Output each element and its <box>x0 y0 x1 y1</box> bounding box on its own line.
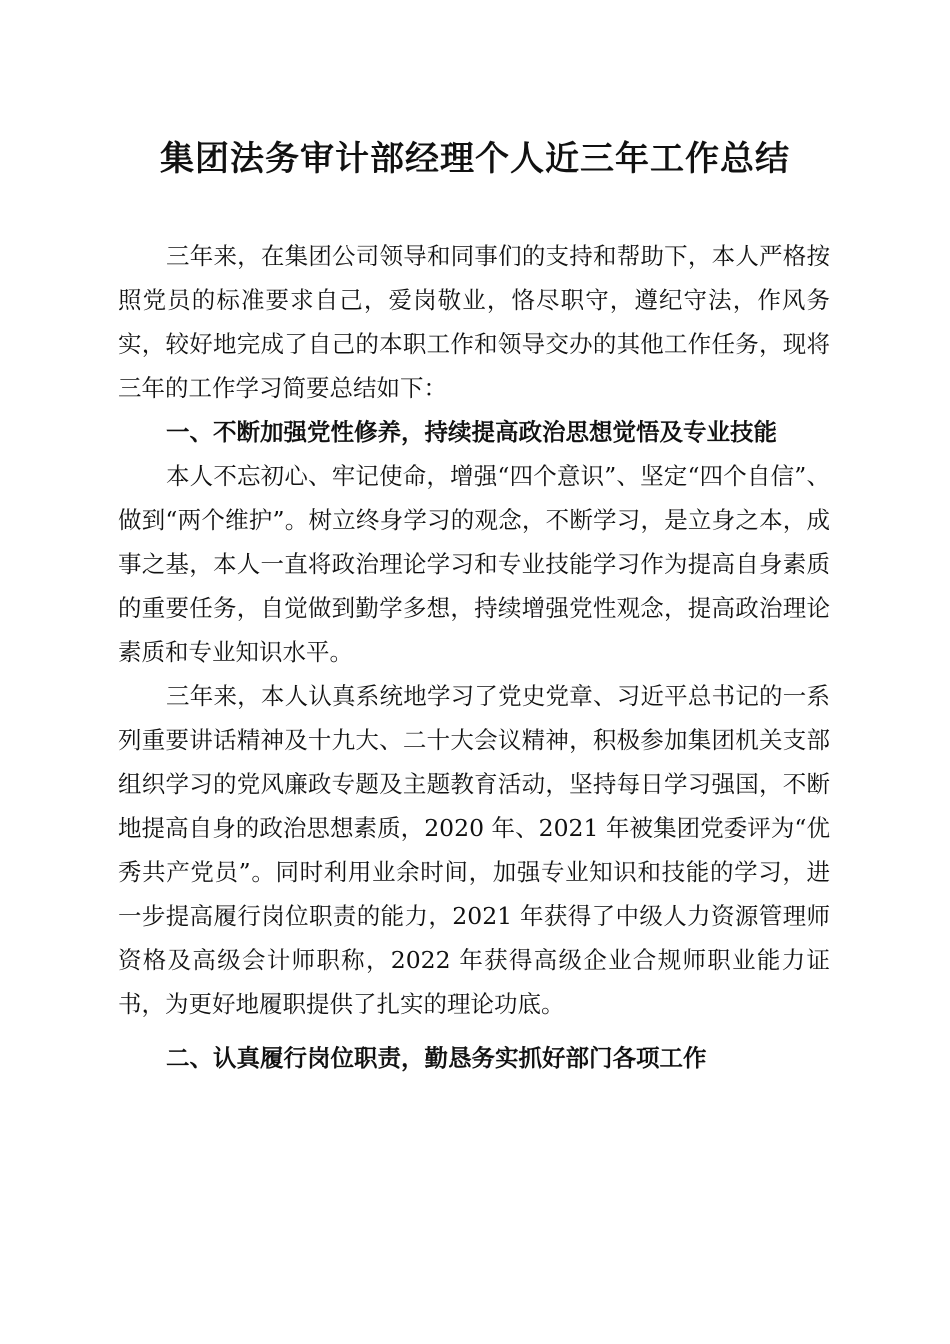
intro-paragraph: 三年来，在集团公司领导和同事们的支持和帮助下，本人严格按照党员的标准要求自己，爱岗敬业，恪尽职守，遵纪守法，作风务实，较好地完成了自己的本职工作和领导交办的其他工作任务，现将三年的工作学习简要总结如下： <box>118 242 830 402</box>
document-body <box>118 234 830 1080</box>
section-1-paragraph-2: 三年来，本人认真系统地学习了党史党章、习近平总书记的一系列重要讲话精神及十九大、二十大会议精神，积极参加集团机关支部组织学习的党风廉政专题及主题教育活动，坚持每日学习强国，不断地提高自身的政治思想素质，2020 年、2021 年被集团党委评为“优秀共产党员”。同时利用业余时间，加强专业知识和技能的学习，进一步提高履行岗位职责的能力，2021 年获得了中级人力资源管理师资格及高级会计师职称，2022 年获得高级企业合规师职业能力证书，为更好地履职提供了扎实的理论功底。 <box>118 682 830 1018</box>
document-title: 集团法务审计部经理个人近三年工作总结 <box>160 139 790 179</box>
section-heading-2: 二、认真履行岗位职责，勤恳务实抓好部门各项工作 <box>166 1044 707 1072</box>
section-heading-1: 一、不断加强党性修养，持续提高政治思想觉悟及专业技能 <box>166 418 777 446</box>
section-1-paragraph-1: 本人不忘初心、牢记使命，增强“四个意识”、坚定“四个自信”、做到“两个维护”。树立终身学习的观念，不断学习，是立身之本，成事之基，本人一直将政治理论学习和专业技能学习作为提高自身素质的重要任务，自觉做到勤学多想，持续增强党性观念，提高政治理论素质和专业知识水平。 <box>118 462 830 666</box>
